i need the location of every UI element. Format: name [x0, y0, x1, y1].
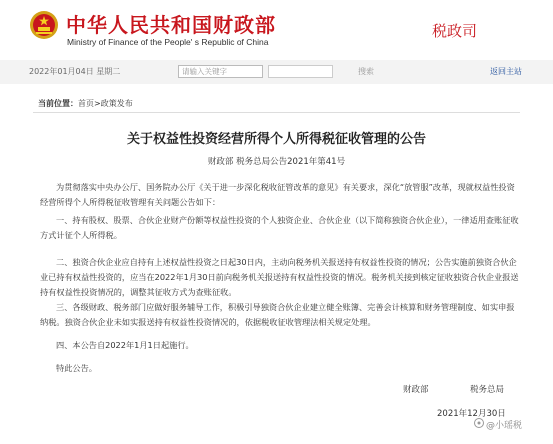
paragraph-closing: 特此公告。 [56, 363, 97, 373]
signatory-mof: 财政部 [403, 385, 429, 395]
document-date: 2021年12月30日 [437, 409, 506, 419]
department-name[interactable]: 税政司 [432, 22, 478, 40]
current-date: 2022年01月04日 星期二 [29, 67, 121, 76]
paragraph-3: 三、各级财政、税务部门应做好服务辅导工作，积极引导独资合伙企业建立健全账簿、完善会计核算和财务管理制度、如实申报纳税。独资合伙企业未如实报送持有权益性投资情况的，依据税收征收管理法相关规定处理。 [40, 302, 515, 327]
search-input[interactable]: 请输入关键字 [178, 65, 263, 78]
breadcrumb-label: 当前位置： [38, 99, 78, 108]
watermark-logo-icon [474, 418, 484, 428]
document-title: 关于权益性投资经营所得个人所得税征收管理的公告 [126, 132, 426, 147]
document-number: 财政部 税务总局公告2021年第41号 [207, 157, 346, 167]
search-scope-select[interactable] [268, 65, 333, 78]
breadcrumb-path[interactable]: 首页>政策发布 [78, 99, 133, 108]
search-button[interactable]: 搜索 [358, 67, 374, 76]
return-home-link[interactable]: 返回主站 [490, 67, 522, 76]
national-emblem-icon [29, 10, 59, 40]
paragraph-2: 二、独资合伙企业应自持有上述权益性投资之日起30日内，主动向税务机关报送持有权益性投资的情况；公告实施前独资合伙企业已持有权益性投资的，应当在2022年1月30日前向税务机关报送持有权益性投资的情况。税务机关接到核定征收独资合伙企业报送持有权益性投资情况的，调整其征收方式为查账征收。 [40, 257, 519, 297]
site-title-english: Ministry of Finance of the People' s Republic of China [67, 37, 269, 47]
divider [33, 112, 520, 113]
toolbar [0, 60, 553, 84]
paragraph-1: 一、持有股权、股票、合伙企业财产份额等权益性投资的个人独资企业、合伙企业（以下简称独资合伙企业），一律适用查账征收方式计征个人所得税。 [40, 215, 519, 240]
site-title[interactable]: 中华人民共和国财政部 [66, 13, 276, 37]
breadcrumb [38, 98, 133, 109]
paragraph-intro: 为贯彻落实中央办公厅、国务院办公厅《关于进一步深化税收征管改革的意见》有关要求，深化“放管服”改革，现就权益性投资经营所得个人所得税征收管理有关问题公告如下： [40, 182, 515, 207]
watermark-text: @小瑶税 [486, 421, 523, 431]
signatory-sat: 税务总局 [470, 385, 505, 395]
site-header [0, 0, 553, 58]
paragraph-4: 四、本公告自2022年1月1日起施行。 [56, 340, 194, 350]
